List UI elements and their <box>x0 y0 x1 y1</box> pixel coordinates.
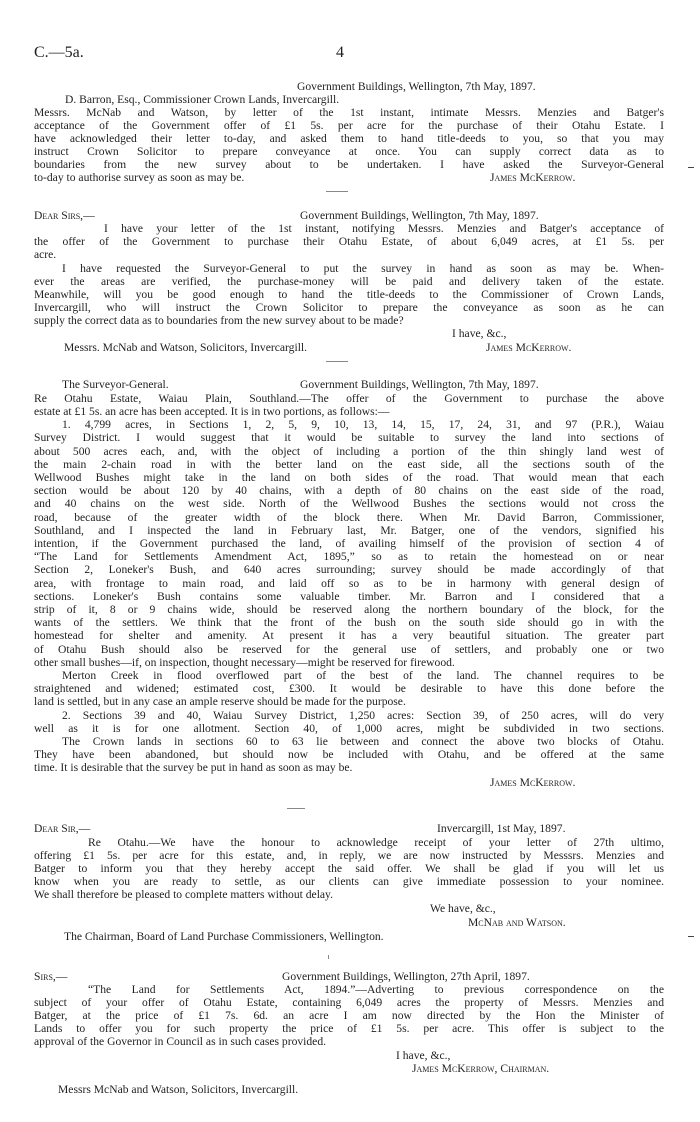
body-line: boundaries from the new survey about to be undertaken. I have asked the Surveyor-General <box>34 158 664 171</box>
dateline: Government Buildings, Wellington, 7th May, 1897. <box>300 209 539 222</box>
signature: James McKerrow. <box>490 171 576 184</box>
document-reference: C.—5a. <box>34 44 84 61</box>
addressee: The Surveyor-General. <box>62 378 169 391</box>
body-line: time. It is desirable that the survey be put in hand as soon as may be. <box>34 761 353 774</box>
signature: James McKerrow. <box>486 341 572 354</box>
body-line: and 40 chains on the west side. North of the Wellwood Bushes the sections would not cross the <box>34 497 664 510</box>
body-line: know when you are ready to settle, as our clients can give immediate possession to your nominee. <box>34 875 664 888</box>
body-line: Re Otahu.—We have the honour to acknowledge receipt of your letter of 27th ultimo, <box>88 836 664 849</box>
body-line: Messrs. McNab and Watson, by letter of the 1st instant, intimate Messrs. Menzies and Batger's <box>34 106 664 119</box>
salutation: Dear Sir,— <box>34 822 91 835</box>
separator-rule <box>326 191 348 192</box>
body-line: well as it is for one allotment. Section 40, of 1,000 acres, might be subdivided in two sections. <box>34 722 664 735</box>
margin-mark <box>688 167 694 168</box>
body-line: the offer of the Government to purchase their Otahu Estate, of about 6,049 acres, at £1 5s. per <box>34 235 664 248</box>
body-line: wants of the settlers. We think that the front of the bush on the south side should go in with the <box>34 616 664 629</box>
salutation: Dear Sirs,— <box>34 209 95 222</box>
body-line: have acknowledged their letter to-day, and asked them to hand title-deeds to you, so that you may <box>34 132 664 145</box>
body-line: other small bushes—if, on inspection, thought necessary—might be reserved for firewood. <box>34 656 455 669</box>
complimentary-close: I have, &c., <box>396 1049 451 1062</box>
body-line: area, with frontage to main road, and laid off so as to be in harmony with general design of <box>34 577 664 590</box>
separator-rule <box>326 361 348 362</box>
body-line: road, because of the greater width of the block there. When Mr. David Barron, Commissioner, <box>34 511 664 524</box>
body-line: estate at £1 5s. an acre has been accepted. It is in two portions, as follows:— <box>34 405 390 418</box>
body-line: subject of your offer of Otahu Estate, containing 6,049 acres the property of Messrs. Menzies and <box>34 996 664 1009</box>
body-line: Southland, and I inspected the land in February last, Mr. Batger, one of the vendors, signified his <box>34 524 664 537</box>
complimentary-close: I have, &c., <box>452 327 507 340</box>
separator-rule <box>287 808 305 809</box>
body-line: acre. <box>34 248 57 261</box>
body-line: Survey District. I would suggest that it would be suitable to survey the land into sections of <box>34 431 664 444</box>
body-line: homestead for shelter and amenity. At present it has a very beautiful situation. The greater part <box>34 629 664 642</box>
addressee: D. Barron, Esq., Commissioner Crown Lands, Invercargill. <box>65 93 340 106</box>
margin-mark <box>688 936 694 937</box>
body-line: instruct Crown Solicitor to prepare conveyance at once. You can supply correct data as to <box>34 145 664 158</box>
body-line: the main 2-chain road in with the better land on the east side, all the sections south of the <box>34 458 664 471</box>
body-line: straightened and widened; estimated cost, £300. It would be desirable to have this done before the <box>34 682 664 695</box>
body-line: We shall therefore be pleased to complete matters without delay. <box>34 888 333 901</box>
body-line: Section 2, Loneker's Bush, and 640 acres surrounding; survey should be made accordingly of that <box>34 563 664 576</box>
body-line: intention, if the Government purchased the land, of availing himself of the provision of section 4 of <box>34 537 664 550</box>
signature: McNab and Watson. <box>468 916 566 929</box>
body-line: supply the correct data as to boundaries from the new survey about to be made? <box>34 314 404 327</box>
body-line: 2. Sections 39 and 40, Waiau Survey District, 1,250 acres: Section 39, of 250 acres, will do very <box>62 709 664 722</box>
body-line: 1. 4,799 acres, in Sections 1, 2, 5, 9, 10, 13, 14, 15, 17, 24, 31, and 97 (P.R.), Waiau <box>62 418 664 431</box>
body-line: Invercargill, who will instruct the Crown Solicitor to prepare the conveyance as soon as he can <box>34 301 664 314</box>
salutation: Sirs,— <box>34 970 68 983</box>
complimentary-close: We have, &c., <box>430 902 496 915</box>
dateline: Government Buildings, Wellington, 7th May, 1897. <box>297 80 536 93</box>
body-line: section would be about 120 by 40 chains, with a depth of 80 chains on the east side of the road, <box>34 484 664 497</box>
body-line: ever the areas are verified, the purchase-money will be paid and delivery taken of the estate. <box>34 275 664 288</box>
body-line: Batger, at the price of £1 7s. 6d. an acre I am now directed by the Hon the Minister of <box>34 1009 664 1022</box>
body-line: Wellwood Bushes might take in the land on both sides of the road. That would mean that each <box>34 471 664 484</box>
body-line: Meanwhile, will you be good enough to hand the title-deeds to the Commissioner of Crown Lands, <box>34 288 664 301</box>
body-line: land is settled, but in any case an ample reserve should be made for the purpose. <box>34 695 406 708</box>
body-line: The Crown lands in sections 60 to 63 lie between and connect the above two blocks of Otahu. <box>62 735 664 748</box>
body-line: sections. Loneker's Bush contains some valuable timber. Mr. Barron and I considered that a <box>34 590 664 603</box>
body-line: “The Land for Settlements Act, 1894.”—Adverting to previous correspondence on the <box>88 983 664 996</box>
page-number: 4 <box>336 44 344 61</box>
recipient: Messrs. McNab and Watson, Solicitors, Invercargill. <box>64 341 308 354</box>
body-line: of Otahu Bush should also be reserved for the general use of settlers, and probably one or two <box>34 643 664 656</box>
body-line: I have your letter of the 1st instant, notifying Messrs. Menzies and Batger's acceptance of <box>104 222 664 235</box>
body-line: Lands to offer you for such property the price of £1 5s. per acre. This offer is subject to the <box>34 1022 664 1035</box>
recipient: The Chairman, Board of Land Purchase Commissioners, Wellington. <box>64 930 384 943</box>
dateline: Government Buildings, Wellington, 7th May, 1897. <box>300 378 539 391</box>
body-line: to-day to authorise survey as soon as may be. <box>34 171 245 184</box>
dateline: Government Buildings, Wellington, 27th April, 1897. <box>282 970 530 983</box>
dateline: Invercargill, 1st May, 1897. <box>437 822 566 835</box>
recipient: Messrs McNab and Watson, Solicitors, Invercargill. <box>58 1083 299 1096</box>
body-line: strip of it, 8 or 9 chains wide, should be reserved along the northern boundary of the block, for the <box>34 603 664 616</box>
signature: James McKerrow, Chairman. <box>412 1062 550 1075</box>
body-line: offering £1 5s. per acre for this estate, and, in reply, we are now instructed by Messsrs. Menzies and <box>34 849 664 862</box>
body-line: Batger to inform you that they hereby accept the said offer. We shall be glad if you will let us <box>34 862 664 875</box>
body-line: They have been abandoned, but should now be included with Otahu, and be offered at the same <box>34 748 664 761</box>
body-line: approval of the Governor in Council as in such cases provided. <box>34 1035 327 1048</box>
signature: James McKerrow. <box>490 776 576 789</box>
body-line: I have requested the Surveyor-General to put the survey in hand as soon as may be. When- <box>62 262 664 275</box>
body-line: Merton Creek in flood overflowed part of the best of the land. The channel requires to be <box>62 669 664 682</box>
body-line: “The Land for Settlements Amendment Act, 1895,” so as to retain the homestead on or near <box>34 550 664 563</box>
separator-rule <box>328 955 329 959</box>
body-line: Re Otahu Estate, Waiau Plain, Southland.—The offer of the Government to purchase the above <box>34 392 664 405</box>
body-line: about 500 acres each, and, with the object of including a portion of the thin shingly land west of <box>34 445 664 458</box>
body-line: acceptance of the Government offer of £1 5s. per acre for the purchase of their Otahu Estate. I <box>34 119 664 132</box>
